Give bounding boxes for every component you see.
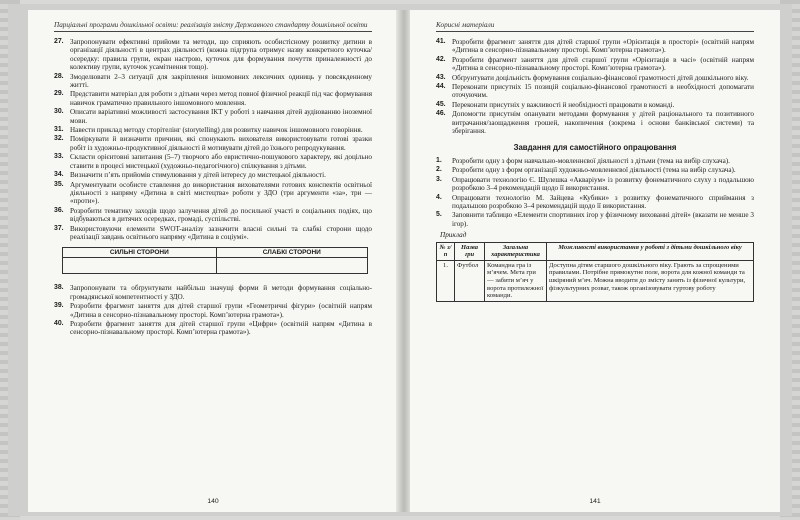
list-item-number: 29. bbox=[54, 90, 64, 98]
list-item-number: 40. bbox=[54, 319, 64, 327]
left-page bbox=[28, 10, 398, 512]
list-item bbox=[54, 302, 372, 319]
task-item-text: Розробити одну з форм навчально-мовленнєвої діяльності з дітьми (тема на вибір слухача). bbox=[452, 156, 730, 165]
list-item-number: 33. bbox=[54, 153, 64, 161]
list-item bbox=[436, 110, 754, 135]
list-item bbox=[54, 284, 372, 301]
list-item bbox=[54, 153, 372, 170]
task-item-text: Опрацювати технологію М. Зайцева «Кубики» з розвитку фонематичного сприймання з подальшою розробкою 3–4 рекомендацій щодо її використання. bbox=[452, 193, 754, 210]
row-number: 1. bbox=[437, 260, 455, 301]
list-item-text: Розробити фрагмент заняття для дітей старшої групи «Орієнтація в просторі» (освітній напрям «Дитина в сенсорно-пізнавальному просторі. Комп’ютерна грамота»). bbox=[452, 38, 754, 55]
list-item-text: Розробити тематику заходів щодо залучення дітей до посильної участі в соціальних подіях, що відбуваються в дитячих осередках, громаді, суспільстві. bbox=[70, 206, 372, 224]
task-item bbox=[436, 166, 754, 174]
list-item bbox=[54, 181, 372, 206]
section-title: Завдання для самостійного опрацювання bbox=[513, 143, 677, 153]
list-item-text: Змоделювати 2–3 ситуації для закріплення іншомовних лексичних одиниць у повсякденному житті. bbox=[70, 72, 372, 90]
col-name-header: Назва гри bbox=[455, 242, 485, 260]
list-item-text: Використовуючи елементи SWOT-аналізу зазначити власні сильні та слабкі сторони щодо реалізації завдань освітнього напряму «Дитина в соціумі». bbox=[70, 224, 372, 241]
list-item-number: 34. bbox=[54, 171, 64, 179]
list-item bbox=[436, 74, 754, 82]
col-description-header: Загальна характеристика bbox=[485, 242, 547, 260]
list-item-text: Описати варіативні можливості застосування ІКТ у роботі з навчання дітей аудіюванню іноземної мови. bbox=[70, 108, 372, 125]
list-item-number: 39. bbox=[54, 302, 64, 310]
list-item bbox=[436, 56, 754, 73]
task-item-text: Опрацювати технологію Є. Шулешка «Акваріум» із розвитку фонематичного слуху з подальшою розробкою 3–4 рекомендацій щодо її використання. bbox=[452, 175, 754, 193]
task-list-right bbox=[436, 38, 754, 135]
list-item-text: Обґрунтувати доцільність формування соціально-фінансової грамотності дітей дошкільного віку. bbox=[452, 73, 749, 82]
list-item bbox=[54, 225, 372, 242]
table-row bbox=[437, 260, 754, 301]
list-item-text: Переконати присутніх у важливості й необхідності працювати в команді. bbox=[452, 100, 675, 109]
list-item-number: 30. bbox=[54, 108, 64, 116]
task-item-number: 3. bbox=[436, 175, 442, 183]
list-item bbox=[54, 171, 372, 179]
list-item-number: 46. bbox=[436, 110, 446, 118]
list-item bbox=[54, 207, 372, 224]
list-item-text: Представити матеріал для роботи з дітьми через метод повної фізичної реакції під час формування навичок граматично правильного іншомовного мовлення. bbox=[70, 90, 372, 107]
book-spread bbox=[8, 4, 792, 516]
list-item-text: Навести приклад методу сторітелінг (storytelling) для розвитку навичок іншомовного говоріння. bbox=[70, 126, 363, 135]
task-item-text: Заповнити таблицю «Елементи спортивних ігор у фізичному вихованні дітей» (вказати не менше 3 ігор). bbox=[452, 211, 754, 228]
left-running-head: Парціальні програми дошкільної освіти: реалізація змісту Державного стандарту дошкільної освіти bbox=[54, 21, 372, 32]
list-item-text: Визначити п’ять прийомів стимулювання у дітей інтересу до мистецької діяльності. bbox=[70, 171, 326, 180]
list-item-text: Переконати присутніх 15 позицій соціально-фінансової грамотності в необхідності допомагати оточуючим. bbox=[452, 83, 754, 100]
list-item bbox=[436, 38, 754, 55]
list-item-number: 32. bbox=[54, 135, 64, 143]
list-item-number: 31. bbox=[54, 126, 64, 134]
list-item bbox=[436, 101, 754, 109]
list-item-number: 27. bbox=[54, 38, 64, 45]
list-item-number: 45. bbox=[436, 100, 446, 108]
task-item-number: 1. bbox=[436, 156, 442, 164]
page-number-left: 140 bbox=[207, 498, 219, 505]
right-running-head: Корисні матеріали bbox=[436, 21, 754, 32]
strengths-cell bbox=[63, 258, 217, 274]
list-item bbox=[54, 108, 372, 125]
row-description: Командна гра із м’ячем. Мета гри — забити м’яч у ворота протилежної команди. bbox=[485, 260, 547, 301]
task-item bbox=[436, 194, 754, 211]
task-list-b bbox=[54, 284, 372, 336]
right-page-content bbox=[436, 38, 754, 302]
list-item bbox=[54, 126, 372, 134]
task-list-a bbox=[54, 38, 372, 241]
list-item-number: 28. bbox=[54, 72, 64, 80]
task-item-number: 4. bbox=[436, 193, 442, 201]
list-item-number: 37. bbox=[54, 224, 64, 232]
row-game-name: Футбол bbox=[455, 260, 485, 301]
list-item-number: 43. bbox=[436, 73, 446, 81]
list-item bbox=[54, 38, 372, 72]
self-study-tasks bbox=[436, 157, 754, 228]
swot-table bbox=[62, 247, 368, 274]
list-item bbox=[54, 73, 372, 90]
list-item bbox=[54, 90, 372, 107]
list-item-text: Поміркувати й визначити причини, які спонукають вихователя використовувати готові зразки робіт із художньо-продуктивної діяльності й мотивувати дітей до їхнього репродукування. bbox=[70, 135, 372, 152]
task-item bbox=[436, 176, 754, 193]
task-item-text: Розробити одну з форм організації художньо-мовленнєвої діяльності (тема на вибір слухача). bbox=[452, 166, 736, 175]
list-item-number: 41. bbox=[436, 38, 446, 45]
list-item-number: 38. bbox=[54, 284, 64, 292]
list-item-text: Допомогти присутнім опанувати методами формування у дітей раціонального та позитивного витрачання/заощадження грошей, накопичення (зокрема і основи банківської системи) та зберігання. bbox=[452, 110, 754, 136]
list-item bbox=[54, 320, 372, 337]
col-usage-header: Можливості використання у роботі з дітьми дошкільного віку bbox=[547, 242, 754, 260]
task-item-number: 5. bbox=[436, 211, 442, 219]
col-number-header: № з/п bbox=[437, 242, 455, 260]
list-item-text: Скласти орієнтовні запитання (5–7) творчого або евристично-пошукового характеру, які доцільно ставити в процесі мистецької (художньо-педагогічного) спілкування з дітьми. bbox=[70, 153, 372, 170]
weaknesses-header: СЛАБКІ СТОРОНИ bbox=[216, 248, 367, 258]
list-item bbox=[54, 135, 372, 152]
left-page-content bbox=[54, 38, 372, 337]
page-number-right: 141 bbox=[589, 498, 601, 505]
list-item-text: Розробити фрагмент заняття для дітей старшої групи «Геометричні фігури» (освітній напрям «Дитина в сенсорно-пізнавальному просторі. Комп’ютерна грамота»). bbox=[70, 302, 372, 319]
task-item-number: 2. bbox=[436, 166, 442, 174]
list-item-text: Розробити фрагмент заняття для дітей старшої групи «Цифри» (освітній напрям «Дитина в сенсорно-пізнавальному просторі. Комп’ютерна грамота»). bbox=[70, 319, 372, 337]
row-usage: Доступна дітям старшого дошкільного віку. Грають за спрощеними правилами. Потрібне прямокутне поле, ворота для кожної команди та шкіряний м’яч. Можна вводити до змісту занять із фізичної культури, фізкультурних розваг, також організовувати гуртову роботу bbox=[547, 260, 754, 301]
example-table bbox=[436, 242, 754, 302]
right-page bbox=[410, 10, 780, 512]
list-item-text: Запропонувати ефективні прийоми та методи, що сприяють особистісному розвитку дитини в організації діяльності в центрах діяльності (кожна підгрупа отримує назву конкретного куточка/осередку: правила групи, екран настрою, куточок для формування почуття приналежності до колективу групи, куточок усамітнення тощо). bbox=[70, 38, 372, 72]
list-item-text: Розробити фрагмент заняття для дітей старшої групи «Орієнтація в часі» (освітній напрям «Дитина в сенсорно-пізнавальному просторі. Комп’ютерна грамота»). bbox=[452, 55, 754, 73]
example-label: Приклад bbox=[440, 231, 467, 240]
list-item-number: 42. bbox=[436, 55, 446, 63]
list-item-number: 36. bbox=[54, 206, 64, 214]
weaknesses-cell bbox=[216, 258, 367, 274]
list-item-text: Аргументувати особисте ставлення до використання вихователями готових конспектів освітньої діяльності з напряму «Дитина в світі мистецтва» роботи у ЗДО (три аргументи «за», три — «проти»). bbox=[70, 180, 372, 206]
list-item-text: Запропонувати та обґрунтувати найбільш значущі форми й методи формування соціально-громадянської компетентності у ЗДО. bbox=[70, 284, 372, 301]
list-item bbox=[436, 83, 754, 100]
list-item-number: 35. bbox=[54, 180, 64, 188]
list-item-number: 44. bbox=[436, 83, 446, 91]
strengths-header: СИЛЬНІ СТОРОНИ bbox=[63, 248, 217, 258]
task-item bbox=[436, 211, 754, 228]
task-item bbox=[436, 157, 754, 165]
